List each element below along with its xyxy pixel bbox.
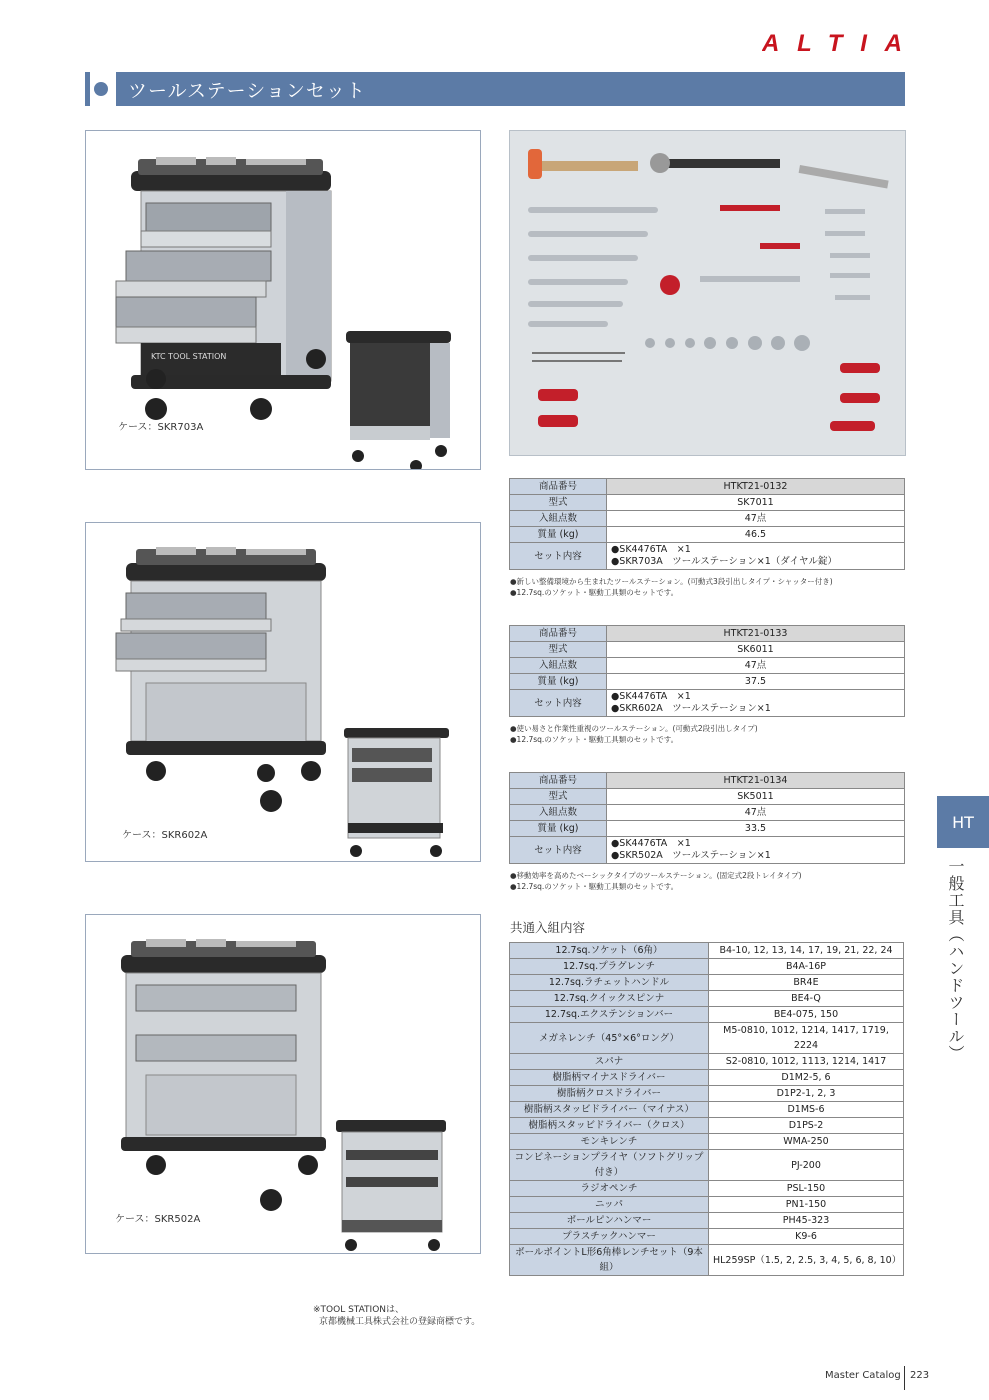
product-no-value: HTKT21-0133 <box>607 626 905 642</box>
common-item-value: WMA-250 <box>709 1134 904 1150</box>
common-item-value: D1PS-2 <box>709 1118 904 1134</box>
common-item-value: K9-6 <box>709 1229 904 1245</box>
common-row <box>510 975 904 991</box>
common-row <box>510 991 904 1007</box>
altia-logo <box>762 30 904 54</box>
count-value: 47点 <box>607 511 905 527</box>
cart-brand-label: KTC TOOL STATION <box>151 352 227 361</box>
trademark-line: ※TOOL STATIONは、 <box>313 1305 405 1315</box>
label-model: 型式 <box>510 642 607 658</box>
section-tab-ht[interactable]: HT <box>937 796 989 848</box>
common-contents-title: 共通入組内容 <box>510 920 586 935</box>
product-image-panel-3 <box>85 914 481 1254</box>
label-model: 型式 <box>510 789 607 805</box>
set-value <box>607 837 905 864</box>
common-item-value: M5-0810, 1012, 1214, 1417, 1719, 2224 <box>709 1023 904 1054</box>
label-set: セット内容 <box>510 837 607 864</box>
note-line: ●12.7sq.のソケット・駆動工具類のセットです。 <box>510 882 679 891</box>
common-row <box>510 1007 904 1023</box>
common-item-name: 樹脂柄スタッビドライバー（マイナス） <box>510 1102 709 1118</box>
common-item-name: ボールピンハンマー <box>510 1213 709 1229</box>
common-item-name: 樹脂柄マイナスドライバー <box>510 1070 709 1086</box>
common-item-value: B4A-16P <box>709 959 904 975</box>
common-item-value: S2-0810, 1012, 1113, 1214, 1417 <box>709 1054 904 1070</box>
common-row <box>510 1229 904 1245</box>
common-item-value: PSL-150 <box>709 1181 904 1197</box>
common-item-name: ボールポイントL形6角棒レンチセット（9本組） <box>510 1245 709 1276</box>
spec-table-1 <box>509 478 905 570</box>
set-item: ●SK4476TA ×1 <box>611 838 691 849</box>
common-item-name: 樹脂柄スタッビドライバー（クロス） <box>510 1118 709 1134</box>
svg-text:ALTIA: ALTIA <box>762 30 902 54</box>
set-item: ●SKR502A ツールステーション×1 <box>611 850 771 861</box>
trademark-note <box>313 1304 480 1328</box>
common-item-value: BE4-075, 150 <box>709 1007 904 1023</box>
common-item-value: D1MS-6 <box>709 1102 904 1118</box>
common-item-value: BE4-Q <box>709 991 904 1007</box>
common-item-value: PJ-200 <box>709 1150 904 1181</box>
case-caption-2: ケース：SKR602A <box>122 830 208 841</box>
footer-divider <box>904 1366 905 1390</box>
tool-station-cart-image <box>86 915 480 1253</box>
label-model: 型式 <box>510 495 607 511</box>
common-item-value: HL259SP（1.5, 2, 2.5, 3, 4, 5, 6, 8, 10） <box>709 1245 904 1276</box>
common-row <box>510 1102 904 1118</box>
common-item-name: プラスチックハンマー <box>510 1229 709 1245</box>
common-row <box>510 1134 904 1150</box>
product-notes-1 <box>510 576 833 598</box>
label-weight: 質量 (kg) <box>510 527 607 543</box>
label-product-no: 商品番号 <box>510 626 607 642</box>
label-count: 入組点数 <box>510 658 607 674</box>
common-row <box>510 1118 904 1134</box>
label-weight: 質量 (kg) <box>510 821 607 837</box>
common-row <box>510 1023 904 1054</box>
model-value: SK5011 <box>607 789 905 805</box>
common-row <box>510 1054 904 1070</box>
common-item-name: 12.7sq.エクステンションバー <box>510 1007 709 1023</box>
common-item-name: ニッパ <box>510 1197 709 1213</box>
page-title: ツールステーションセット <box>128 80 366 102</box>
product-notes-3 <box>510 870 802 892</box>
tool-set-image <box>509 130 906 456</box>
common-row <box>510 1070 904 1086</box>
section-label-vertical: 一般工具（ハンドツール） <box>946 858 965 1062</box>
common-item-name: 樹脂柄クロスドライバー <box>510 1086 709 1102</box>
page-number: 223 <box>910 1370 930 1381</box>
common-row <box>510 1150 904 1181</box>
common-contents-table <box>509 942 904 1276</box>
common-row <box>510 1245 904 1276</box>
common-item-name: 12.7sq.ソケット（6角） <box>510 943 709 959</box>
common-row <box>510 1086 904 1102</box>
case-caption-3: ケース：SKR502A <box>115 1214 201 1225</box>
set-item: ●SK4476TA ×1 <box>611 544 691 555</box>
set-value <box>607 543 905 570</box>
set-item: ●SKR602A ツールステーション×1 <box>611 703 771 714</box>
product-notes-2 <box>510 723 758 745</box>
common-item-name: 12.7sq.ラチェットハンドル <box>510 975 709 991</box>
common-item-name: スパナ <box>510 1054 709 1070</box>
common-item-name: モンキレンチ <box>510 1134 709 1150</box>
common-item-value: PH45-323 <box>709 1213 904 1229</box>
common-item-value: PN1-150 <box>709 1197 904 1213</box>
tool-station-cart-image <box>86 523 480 861</box>
label-count: 入組点数 <box>510 511 607 527</box>
label-set: セット内容 <box>510 690 607 717</box>
hand-tools-set-icon <box>510 131 905 455</box>
common-item-name: メガネレンチ（45°×6°ロング） <box>510 1023 709 1054</box>
common-item-name: 12.7sq.クイックスピンナ <box>510 991 709 1007</box>
spec-table-2 <box>509 625 905 717</box>
set-item: ●SKR703A ツールステーション×1（ダイヤル錠） <box>611 556 837 567</box>
set-item: ●SK4476TA ×1 <box>611 691 691 702</box>
weight-value: 33.5 <box>607 821 905 837</box>
footer-catalog-name: Master Catalog <box>825 1370 901 1381</box>
label-product-no: 商品番号 <box>510 773 607 789</box>
common-row <box>510 1197 904 1213</box>
label-weight: 質量 (kg) <box>510 674 607 690</box>
label-set: セット内容 <box>510 543 607 570</box>
common-item-name: 12.7sq.プラグレンチ <box>510 959 709 975</box>
case-caption-1: ケース：SKR703A <box>118 422 204 433</box>
common-row <box>510 959 904 975</box>
common-row <box>510 943 904 959</box>
title-bullet-icon <box>94 82 108 96</box>
note-line: ●12.7sq.のソケット・駆動工具類のセットです。 <box>510 735 679 744</box>
label-count: 入組点数 <box>510 805 607 821</box>
label-product-no: 商品番号 <box>510 479 607 495</box>
count-value: 47点 <box>607 658 905 674</box>
product-image-panel-2 <box>85 522 481 862</box>
set-value <box>607 690 905 717</box>
common-item-value: D1P2-1, 2, 3 <box>709 1086 904 1102</box>
common-row <box>510 1181 904 1197</box>
common-item-name: ラジオペンチ <box>510 1181 709 1197</box>
model-value: SK6011 <box>607 642 905 658</box>
model-value: SK7011 <box>607 495 905 511</box>
product-no-value: HTKT21-0134 <box>607 773 905 789</box>
note-line: ●新しい整備環境から生まれたツールステーション。(可動式3段引出しタイプ・シャッター付き) <box>510 577 833 586</box>
note-line: ●使い易さと作業性重視のツールステーション。(可動式2段引出しタイプ) <box>510 724 758 733</box>
count-value: 47点 <box>607 805 905 821</box>
trademark-line: 京都機械工具株式会社の登録商標です。 <box>319 1317 481 1327</box>
common-item-name: コンビネーションプライヤ（ソフトグリップ付き） <box>510 1150 709 1181</box>
note-line: ●移動効率を高めたベーシックタイプのツールステーション。(固定式2段トレイタイプ) <box>510 871 802 880</box>
common-item-value: B4-10, 12, 13, 14, 17, 19, 21, 22, 24 <box>709 943 904 959</box>
note-line: ●12.7sq.のソケット・駆動工具類のセットです。 <box>510 588 679 597</box>
weight-value: 46.5 <box>607 527 905 543</box>
common-row <box>510 1213 904 1229</box>
common-item-value: D1M2-5, 6 <box>709 1070 904 1086</box>
product-no-value: HTKT21-0132 <box>607 479 905 495</box>
spec-table-3 <box>509 772 905 864</box>
common-item-value: BR4E <box>709 975 904 991</box>
weight-value: 37.5 <box>607 674 905 690</box>
